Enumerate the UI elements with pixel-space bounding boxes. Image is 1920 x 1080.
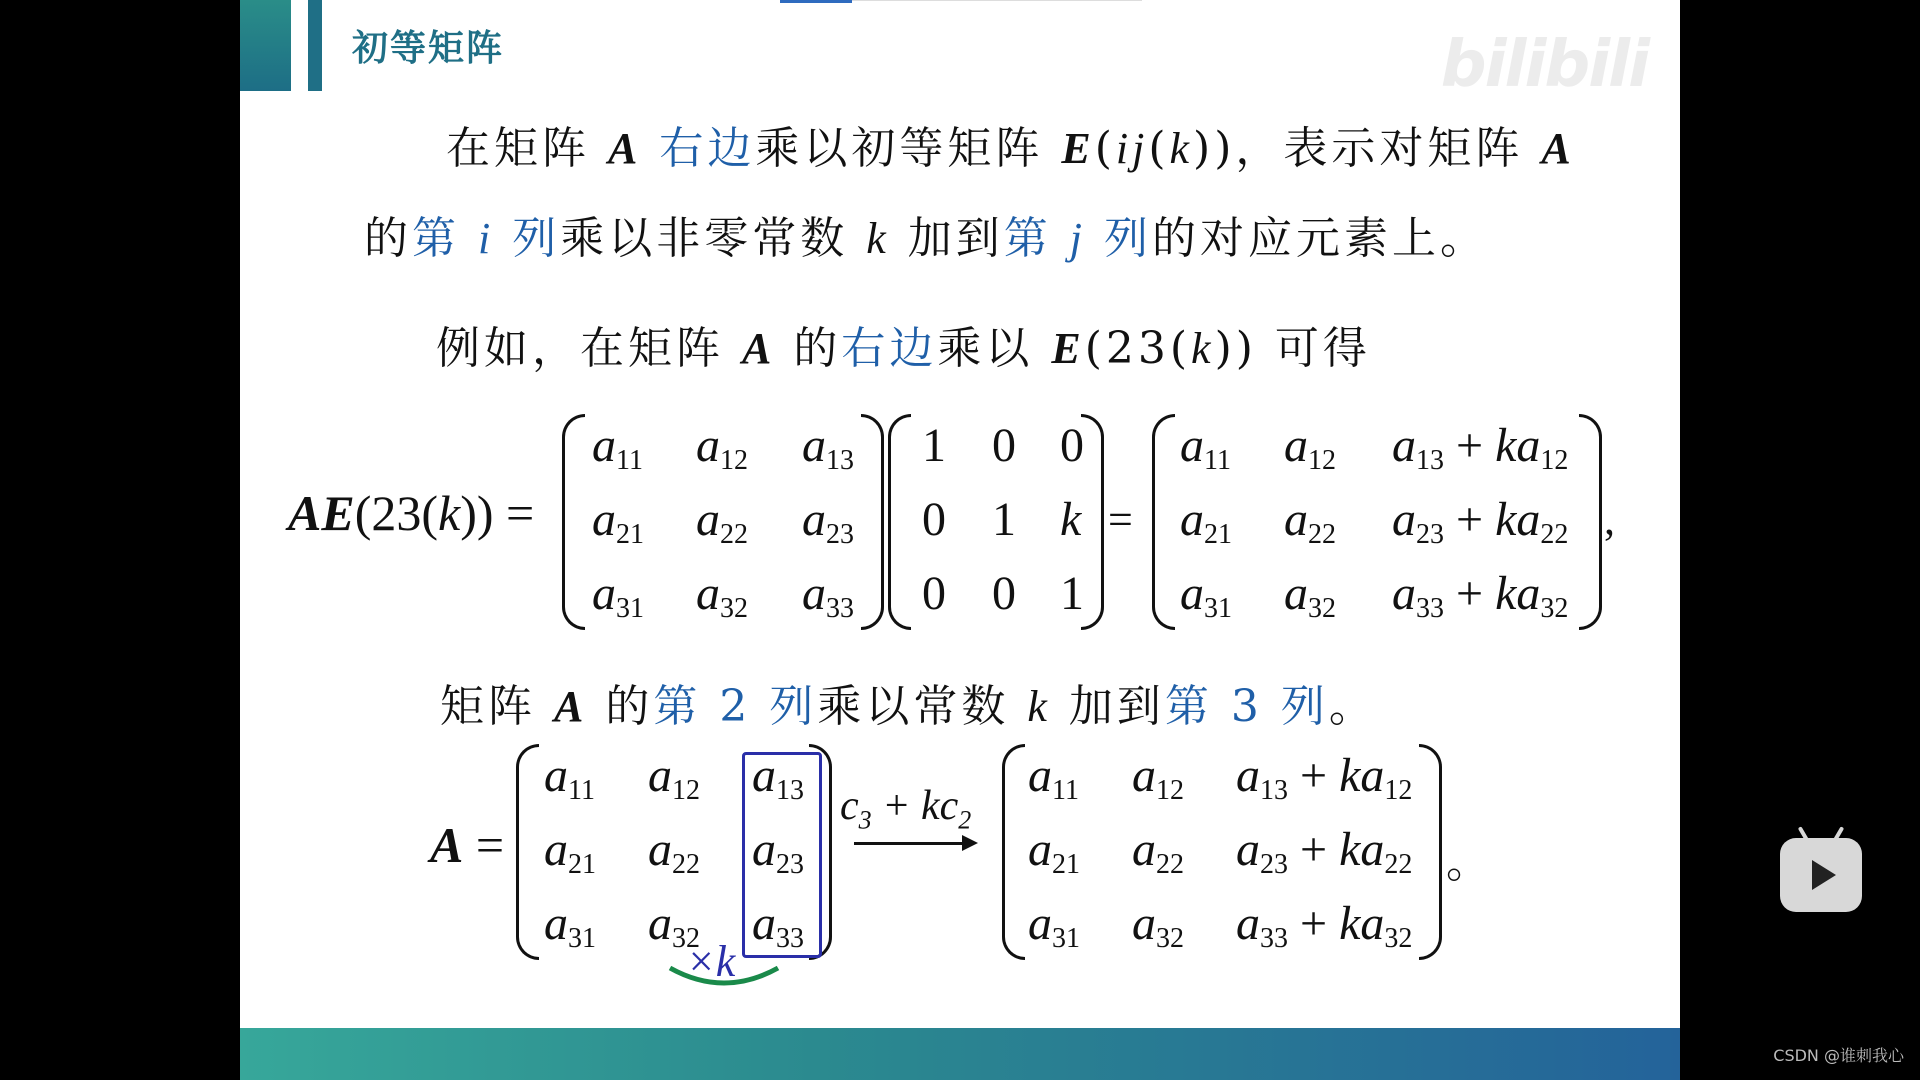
matrix-cell: $a_{21}$: [1180, 493, 1232, 550]
eq1-matrix-result: [1152, 414, 1602, 624]
matrix-cell: $a_{11}$: [1180, 419, 1231, 476]
matrix-cell: $a_{21}$: [544, 823, 596, 880]
bilibili-watermark: bilibili: [1440, 28, 1648, 102]
slide: [240, 0, 1680, 1080]
matrix-cell: 1: [992, 493, 1016, 546]
header-accent-bar: [240, 0, 291, 91]
play-icon: [1812, 860, 1836, 890]
matrix-cell: $a_{32}$: [696, 567, 748, 624]
eq1-equals: =: [1108, 495, 1133, 544]
matrix-cell: $a_{31}$: [544, 897, 596, 954]
matrix-cell: $a_{13} + ka_{12}$: [1392, 419, 1569, 476]
arrow-head-icon: [962, 835, 978, 851]
matrix-cell: $a_{23}$: [752, 823, 804, 880]
times-k-annotation: ×k: [686, 937, 736, 986]
column-3-highlight-box: [742, 752, 822, 958]
matrix-cell: $a_{21}$: [592, 493, 644, 550]
play-button[interactable]: [1780, 838, 1862, 912]
credit-text: CSDN @谁刺我心: [1773, 1046, 1904, 1065]
matrix-cell: $a_{31}$: [592, 567, 644, 624]
matrix-cell: $a_{23} + ka_{22}$: [1236, 823, 1413, 880]
matrix-cell: $a_{11}$: [544, 749, 595, 806]
matrix-cell: 1: [922, 419, 946, 472]
matrix-cell: $a_{32}$: [1132, 897, 1184, 954]
matrix-cell: $a_{33} + ka_{32}$: [1392, 567, 1569, 624]
progress-indicator: [780, 0, 852, 3]
matrix-cell: $a_{32}$: [1284, 567, 1336, 624]
curved-arrow-icon: [664, 962, 784, 992]
matrix-cell: $a_{21}$: [1028, 823, 1080, 880]
matrix-cell: k: [1060, 493, 1082, 546]
eq2-matrix-a: [516, 744, 832, 954]
column-operation: $c_3 + kc_2$: [840, 783, 972, 835]
matrix-cell: $a_{33}$: [752, 897, 804, 954]
header-accent-stripe: [308, 0, 322, 91]
eq2-matrix-result: [1002, 744, 1442, 954]
text-line-4: 矩阵 A 的第 2 列乘以常数 k 加到第 3 列。: [440, 681, 1377, 732]
progress-track: [852, 0, 1142, 1]
eq1-comma: ,: [1604, 495, 1615, 544]
text-line-3: 例如，在矩阵 A 的右边乘以 E(23(k)) 可得: [436, 323, 1371, 374]
matrix-cell: $a_{22}$: [648, 823, 700, 880]
matrix-cell: $a_{12}$: [1132, 749, 1184, 806]
matrix-cell: 0: [1060, 419, 1084, 472]
matrix-cell: $a_{33} + ka_{32}$: [1236, 897, 1413, 954]
slide-title: 初等矩阵: [352, 28, 505, 69]
matrix-cell: $a_{13}$: [802, 419, 854, 476]
eq2-lhs: A =: [430, 817, 505, 873]
matrix-cell: $a_{33}$: [802, 567, 854, 624]
matrix-cell: 0: [992, 419, 1016, 472]
matrix-cell: 0: [992, 567, 1016, 620]
matrix-cell: 1: [1060, 567, 1084, 620]
text-line-1: 在矩阵 A 右边乘以初等矩阵 E(ij(k))，表示对矩阵 A: [446, 123, 1575, 174]
matrix-cell: $a_{11}$: [592, 419, 643, 476]
matrix-cell: $a_{12}$: [696, 419, 748, 476]
matrix-cell: $a_{13}$: [752, 749, 804, 806]
matrix-cell: $a_{31}$: [1028, 897, 1080, 954]
matrix-cell: $a_{12}$: [648, 749, 700, 806]
footer-bar: [240, 1028, 1680, 1080]
matrix-cell: $a_{13} + ka_{12}$: [1236, 749, 1413, 806]
matrix-cell: $a_{22}$: [1132, 823, 1184, 880]
matrix-cell: 0: [922, 493, 946, 546]
matrix-cell: $a_{22}$: [1284, 493, 1336, 550]
eq1-matrix-e: [888, 414, 1104, 624]
matrix-cell: $a_{23} + ka_{22}$: [1392, 493, 1569, 550]
matrix-cell: $a_{11}$: [1028, 749, 1079, 806]
matrix-cell: $a_{23}$: [802, 493, 854, 550]
eq2-period: 。: [1446, 838, 1490, 887]
text-line-2: 的第 i 列乘以非零常数 k 加到第 j 列的对应元素上。: [364, 213, 1488, 264]
transform-arrow: [854, 842, 966, 845]
matrix-cell: 0: [922, 567, 946, 620]
eq1-matrix-a: [562, 414, 884, 624]
eq1-lhs: AE(23(k)) =: [288, 485, 535, 541]
matrix-cell: $a_{32}$: [648, 897, 700, 954]
matrix-cell: $a_{31}$: [1180, 567, 1232, 624]
matrix-cell: $a_{12}$: [1284, 419, 1336, 476]
matrix-cell: $a_{22}$: [696, 493, 748, 550]
